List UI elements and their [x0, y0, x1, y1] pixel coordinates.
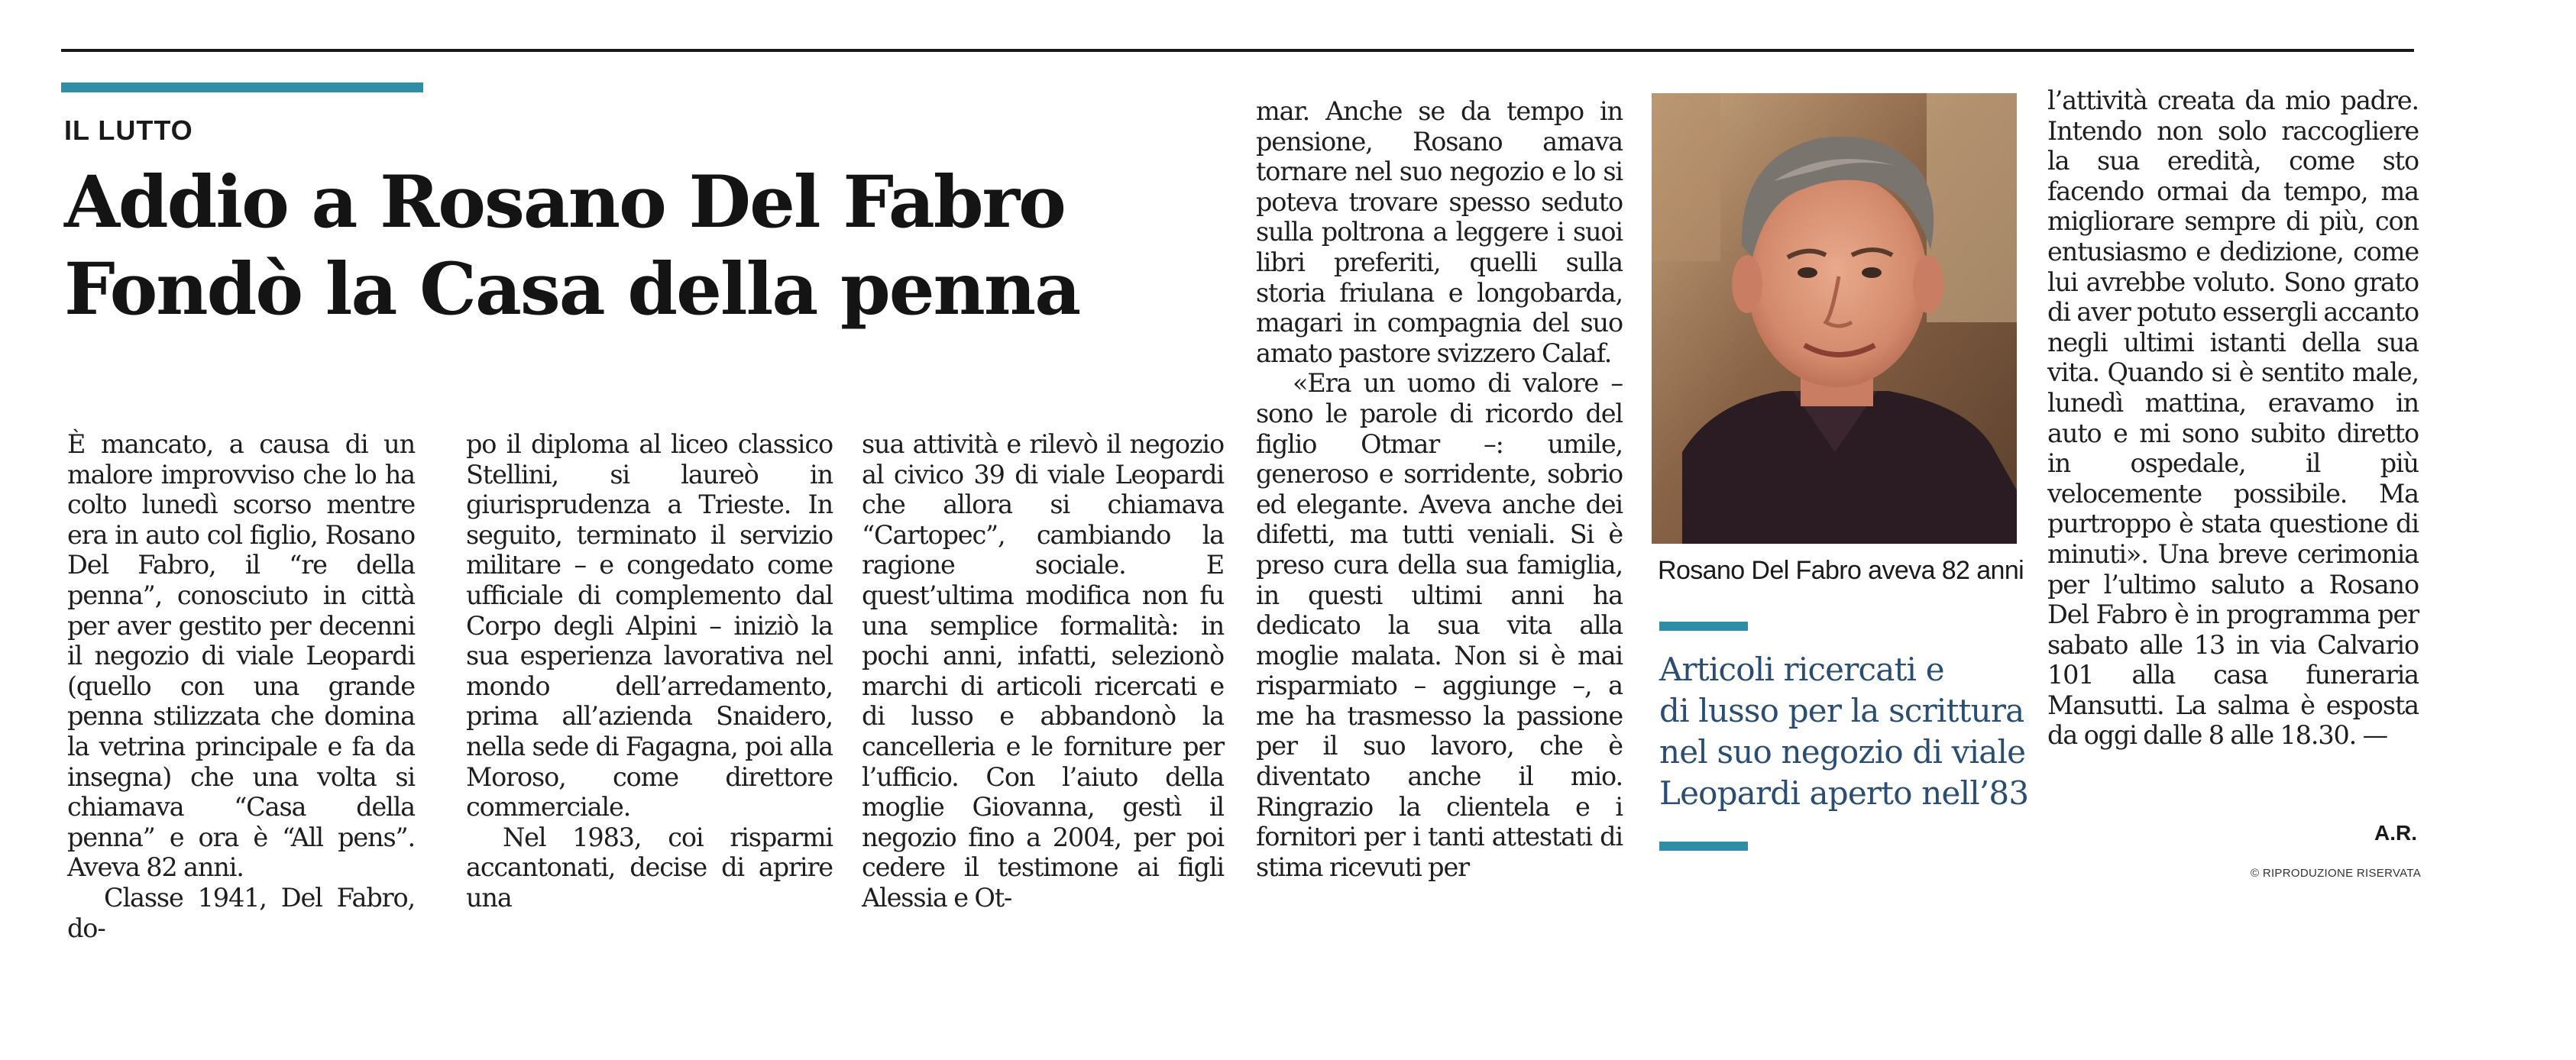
article-column-4 — [1256, 96, 1623, 882]
copyright-notice: © RIPRODUZIONE RISERVATA — [2251, 867, 2422, 880]
pull-quote — [1659, 649, 2041, 814]
pull-quote-line: nel suo negozio di viale — [1659, 733, 2026, 771]
pull-quote-line: Leopardi aperto nell’83 — [1659, 774, 2029, 812]
article-column-5 — [2047, 86, 2419, 751]
pull-quote-accent-top — [1659, 622, 1748, 631]
portrait-illustration — [1652, 93, 2017, 544]
top-rule — [61, 49, 2414, 52]
portrait-photo — [1652, 93, 2017, 544]
article-column-2 — [466, 429, 833, 913]
paragraph: mar. Anche se da tempo in pensione, Rosano amava tornare nel suo negozio e lo si poteva trovare spesso seduto sulla poltrona a leggere i suoi libri preferiti, quelli sulla storia friulana e longobarda, magari in compagnia del suo amato pastore svizzero Calaf. — [1256, 96, 1623, 368]
headline-line-1: Addio a Rosano Del Fabro — [64, 160, 1065, 244]
paragraph: È mancato, a causa di un malore improvviso che lo ha colto lunedì scorso mentre era in auto col figlio, Rosano Del Fabro, il “re della penna”, conosciuto in città per aver gestito per decenni il negozio di viale Leopardi (quello con una grande penna stilizzata che domina la vetrina principale e fa da insegna) che una volta si chiamava “Casa della penna” e ora è “All pens”. Aveva 82 anni. — [67, 429, 415, 883]
section-accent-bar — [61, 82, 423, 92]
paragraph: Nel 1983, coi risparmi accantonati, decise di aprire una — [466, 822, 833, 913]
headline — [64, 159, 1134, 333]
article-column-1 — [67, 429, 415, 943]
author-signature: A.R. — [2374, 821, 2417, 845]
article-column-3 — [862, 429, 1224, 913]
paragraph: po il diploma al liceo classico Stellini, si laureò in giurisprudenza a Trieste. In seguito, terminato il servizio militare – e congedato come ufficiale di complemento dal Corpo degli Alpini – iniziò la sua esperienza lavorativa nel mondo dell’arredamento, prima all’azienda Snaidero, nella sede di Fagagna, poi alla Moroso, come direttore commerciale. — [466, 429, 833, 822]
paragraph: «Era un uomo di valore – sono le parole di ricordo del figlio Otmar –: umile, generoso e sorridente, sobrio ed elegante. Aveva anche dei difetti, ma tutti veniali. Si è preso cura della sua famiglia, in questi ultimi anni ha dedicato la sua vita alla moglie malata. Non si è mai risparmiato – aggiunge –, a me ha trasmesso la passione per il suo lavoro, che è diventato anche il mio. Ringrazio la clientela e i fornitori per i tanti attestati di stima ricevuti per — [1256, 368, 1623, 882]
headline-line-2: Fondò la Casa della penna — [64, 247, 1080, 331]
pull-quote-line: di lusso per la scrittura — [1659, 692, 2024, 729]
paragraph: sua attività e rilevò il negozio al civico 39 di viale Leopardi che allora si chiamava “Cartopec”, cambiando la ragione sociale. E quest’ultima modifica non fu una semplice formalità: in pochi anni, infatti, selezionò marchi di articoli ricercati e di lusso e abbandonò la cancelleria e le forniture per l’ufficio. Con l’aiuto della moglie Giovanna, gestì il negozio fino a 2004, per poi cedere il testimone ai figli Alessia e Ot- — [862, 429, 1224, 913]
pull-quote-accent-bottom — [1659, 842, 1748, 851]
paragraph: Classe 1941, Del Fabro, do- — [67, 882, 415, 943]
section-label: IL LUTTO — [64, 115, 193, 146]
pull-quote-line: Articoli ricercati e — [1659, 651, 1944, 688]
paragraph: l’attività creata da mio padre. Intendo non solo raccogliere la sua eredità, come sto facendo ormai da tempo, ma migliorare sempre di più, con entusiasmo e dedizione, come lui avrebbe voluto. Sono grato di aver potuto essergli accanto negli ultimi istanti della sua vita. Quando si è sentito male, lunedì mattina, eravamo in auto e mi sono subito diretto in ospedale, il più velocemente possibile. Ma purtroppo è stata questione di minuti». Una breve cerimonia per l’ultimo saluto a Rosano Del Fabro è in programma per sabato alle 13 in via Calvario 101 alla casa funeraria Mansutti. La salma è esposta da oggi dalle 8 alle 18.30. — — [2047, 86, 2419, 751]
photo-caption: Rosano Del Fabro aveva 82 anni — [1658, 556, 2024, 585]
